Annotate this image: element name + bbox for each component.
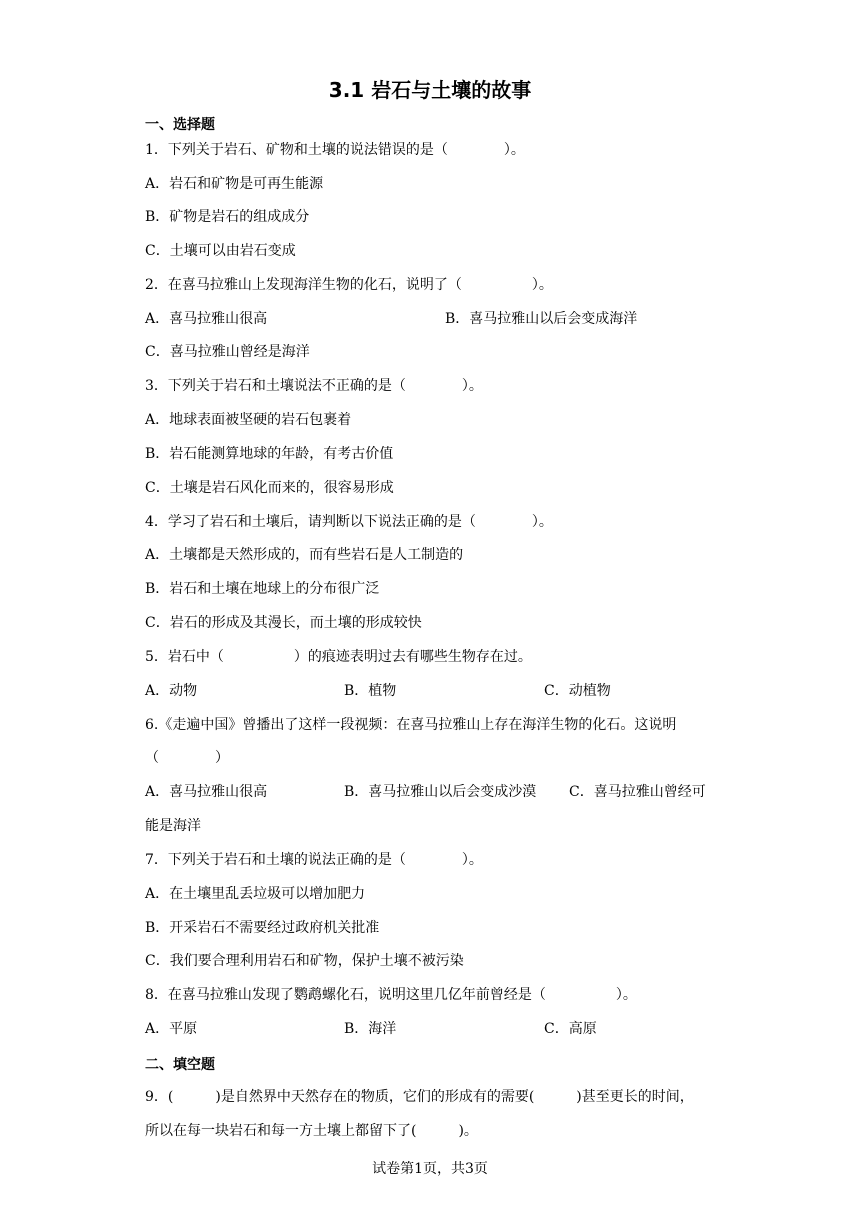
- question-1-option-a: A．岩石和矿物是可再生能源: [145, 176, 324, 192]
- question-2-option-b: B．喜马拉雅山以后会变成海洋: [445, 311, 638, 327]
- question-6-continued: （ ）: [145, 750, 229, 766]
- page-footer: 试卷第1页，共3页: [372, 1161, 488, 1177]
- question-4-option-c: C．岩石的形成及其漫长，而土壤的形成较快: [145, 615, 422, 631]
- question-2-option-c: C．喜马拉雅山曾经是海洋: [145, 344, 310, 360]
- question-7-option-a: A．在土壤里乱丢垃圾可以增加肥力: [145, 886, 366, 902]
- question-9: 9．( )是自然界中天然存在的物质，它们的形成有的需要( )甚至更长的时间，: [145, 1089, 694, 1105]
- question-4-option-b: B．岩石和土壤在地球上的分布很广泛: [145, 581, 380, 597]
- question-9-continued: 所以在每一块岩石和每一方土壤上都留下了( )。: [145, 1123, 478, 1139]
- question-7: 7．下列关于岩石和土壤的说法正确的是（ ）。: [145, 852, 483, 868]
- question-8: 8．在喜马拉雅山发现了鹦鹉螺化石，说明这里几亿年前曾经是（ ）。: [145, 987, 637, 1003]
- question-5-option-c: C．动植物: [544, 683, 611, 699]
- question-5-option-a: A．动物: [145, 683, 198, 699]
- question-2-option-a: A．喜马拉雅山很高: [145, 311, 268, 327]
- section-heading-choice: 一、选择题: [145, 117, 215, 133]
- question-4-option-a: A．土壤都是天然形成的，而有些岩石是人工制造的: [145, 547, 464, 563]
- question-3-option-c: C．土壤是岩石风化而来的，很容易形成: [145, 480, 394, 496]
- question-6-option-c: C．喜马拉雅山曾经可: [569, 784, 706, 800]
- question-7-option-c: C．我们要合理利用岩石和矿物，保护土壤不被污染: [145, 953, 464, 969]
- page-title: 3.1 岩石与土壤的故事: [328, 78, 532, 102]
- question-7-option-b: B．开采岩石不需要经过政府机关批准: [145, 920, 380, 936]
- question-2: 2．在喜马拉雅山上发现海洋生物的化石，说明了（ ）。: [145, 277, 553, 293]
- question-8-option-c: C．高原: [544, 1021, 597, 1037]
- question-3-option-b: B．岩石能测算地球的年龄，有考古价值: [145, 446, 394, 462]
- question-6-option-a: A．喜马拉雅山很高: [145, 784, 268, 800]
- question-8-option-b: B．海洋: [344, 1021, 397, 1037]
- question-3-option-a: A．地球表面被坚硬的岩石包裹着: [145, 412, 352, 428]
- question-5: 5．岩石中（ ）的痕迹表明过去有哪些生物存在过。: [145, 649, 532, 665]
- question-5-option-b: B．植物: [344, 683, 397, 699]
- question-6-option-b: B．喜马拉雅山以后会变成沙漠: [344, 784, 537, 800]
- question-8-option-a: A．平原: [145, 1021, 198, 1037]
- question-3: 3．下列关于岩石和土壤说法不正确的是（ ）。: [145, 378, 483, 394]
- question-6-option-c-continued: 能是海洋: [145, 818, 201, 834]
- question-1-option-b: B．矿物是岩石的组成成分: [145, 209, 310, 225]
- section-heading-fill: 二、填空题: [145, 1057, 215, 1073]
- question-1: 1．下列关于岩石、矿物和土壤的说法错误的是（ ）。: [145, 142, 525, 158]
- question-4: 4．学习了岩石和土壤后，请判断以下说法正确的是（ ）。: [145, 514, 553, 530]
- question-6: 6.《走遍中国》曾播出了这样一段视频：在喜马拉雅山上存在海洋生物的化石。这说明: [145, 717, 677, 733]
- question-1-option-c: C．土壤可以由岩石变成: [145, 243, 296, 259]
